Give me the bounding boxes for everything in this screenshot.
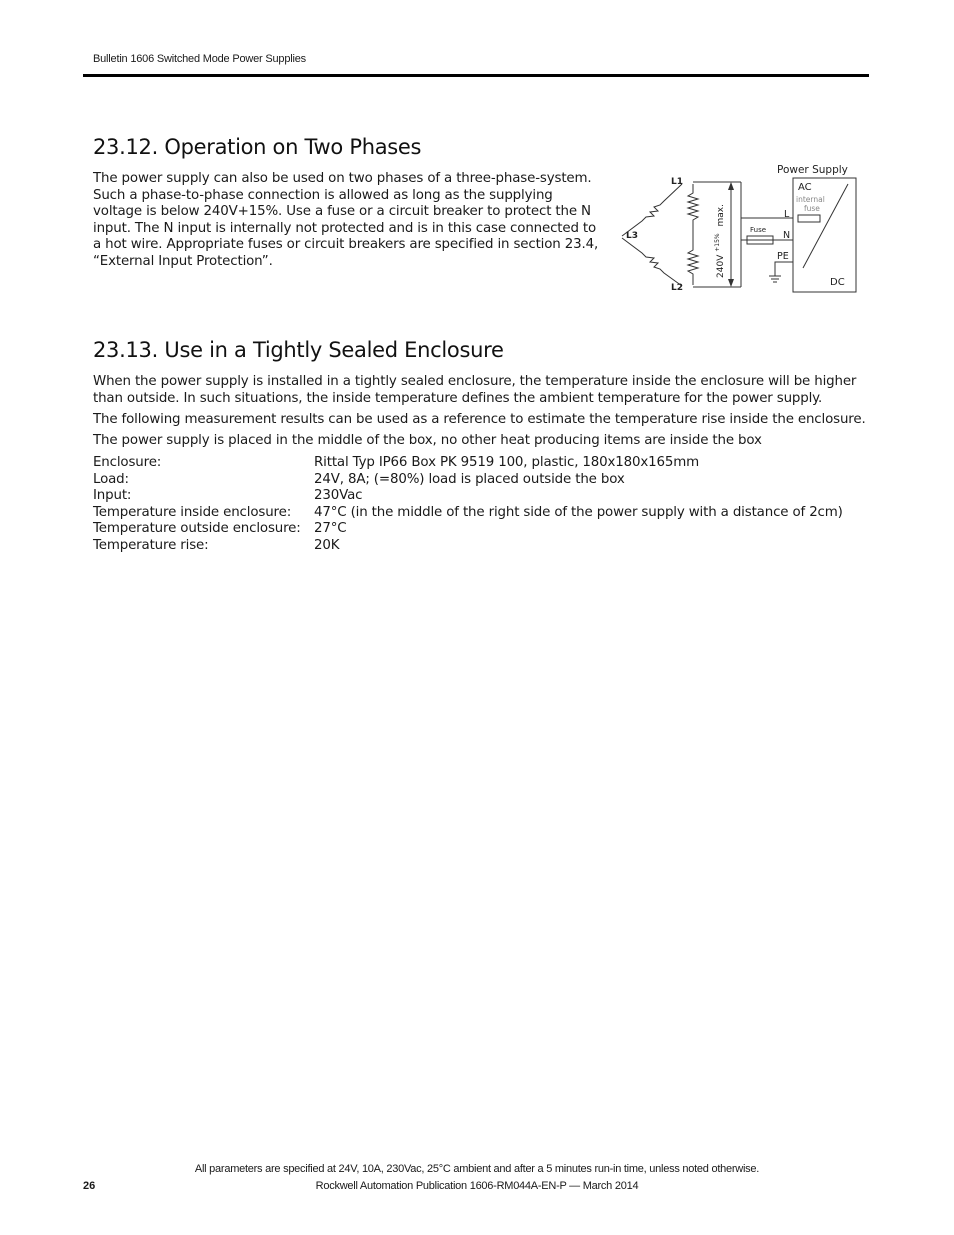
spec-label: Temperature rise: — [93, 537, 209, 553]
spec-value: 230Vac — [314, 488, 363, 504]
label-l3: L3 — [626, 231, 638, 241]
spec-row — [93, 521, 843, 538]
section-heading-enclosure: 23.13. Use in a Tightly Sealed Enclosure — [93, 338, 504, 362]
spec-label: Load: — [93, 471, 129, 487]
enclosure-paragraph-2: The following measurement results can be used as a reference to estimate the temperature rise inside the enclosure. — [93, 412, 866, 427]
two-phases-paragraph: The power supply can also be used on two phases of a three-phase-system. Such a phase-to-phase connection is allowed as long as the supplying voltage is below 240V+15%. Use a fuse or a circuit breaker to protect the N input. The N input is internally not protected and is in this case connected to a hot wire. Appropriate fuses or circuit breakers are specified in section 23.4, “External Input Protection”. — [93, 171, 599, 269]
spec-value: Rittal Typ IP66 Box PK 9519 100, plastic, 180x180x165mm — [314, 455, 700, 470]
enclosure-paragraph-1: When the power supply is installed in a tightly sealed enclosure, the temperature inside the enclosure will be higher than outside. In such situations, the inside temperature defines the ambient temperature for the power supply. — [93, 374, 857, 406]
section-heading-two-phases: 23.12. Operation on Two Phases — [93, 135, 422, 159]
spec-row — [93, 488, 843, 505]
terminal-n: N — [783, 230, 791, 241]
label-l2: L2 — [671, 283, 683, 293]
winding-l1-l2 — [688, 184, 698, 285]
enclosure-paragraph-3: The power supply is placed in the middle of the box, no other heat producing items are inside the box — [93, 433, 762, 448]
label-fuse: Fuse — [750, 226, 767, 234]
spec-label: Input: — [93, 488, 132, 504]
label-l1: L1 — [671, 177, 683, 187]
label-power-supply: Power Supply — [777, 164, 848, 176]
internal-fuse-symbol — [798, 215, 820, 222]
wire-pe — [775, 262, 793, 276]
two-phase-wiring-diagram — [612, 160, 862, 298]
spec-label: Temperature outside enclosure: — [93, 521, 301, 537]
spec-label: Temperature inside enclosure: — [93, 504, 292, 520]
winding-l3-l2 — [622, 238, 682, 286]
spec-value: 20K — [314, 537, 340, 553]
voltage-max: max. — [716, 204, 726, 227]
label-fuse-internal: fuse — [804, 204, 820, 213]
terminal-pe: PE — [777, 251, 789, 262]
running-header: Bulletin 1606 Switched Mode Power Supplies — [93, 53, 306, 65]
spec-label: Enclosure: — [93, 455, 162, 470]
footer-publication: Rockwell Automation Publication 1606-RM044A-EN-P — March 2014 — [315, 1180, 639, 1192]
label-dc: DC — [830, 277, 845, 288]
terminal-l: L — [784, 209, 790, 220]
spec-value: 47°C (in the middle of the right side of the power supply with a distance of 2cm) — [314, 504, 843, 520]
label-ac: AC — [798, 182, 812, 193]
voltage-base: 240V — [716, 254, 726, 278]
footer-note: All parameters are specified at 24V, 10A, 230Vac, 25°C ambient and after a 5 minutes run-in time, unless noted otherwise. — [194, 1163, 760, 1175]
spec-row — [93, 505, 843, 522]
voltage-label — [712, 204, 726, 278]
voltage-sup: +15% — [714, 233, 721, 252]
spec-value: 24V, 8A; (=80%) load is placed outside the box — [314, 471, 625, 487]
spec-row — [93, 455, 843, 472]
page-number: 26 — [83, 1180, 96, 1192]
winding-l1-l3 — [622, 184, 682, 236]
spec-row — [93, 472, 843, 489]
header-rule — [83, 74, 869, 77]
label-internal: internal — [796, 195, 825, 204]
spec-value: 27°C — [314, 521, 347, 537]
spec-row — [93, 538, 843, 555]
enclosure-spec-table — [93, 455, 843, 555]
